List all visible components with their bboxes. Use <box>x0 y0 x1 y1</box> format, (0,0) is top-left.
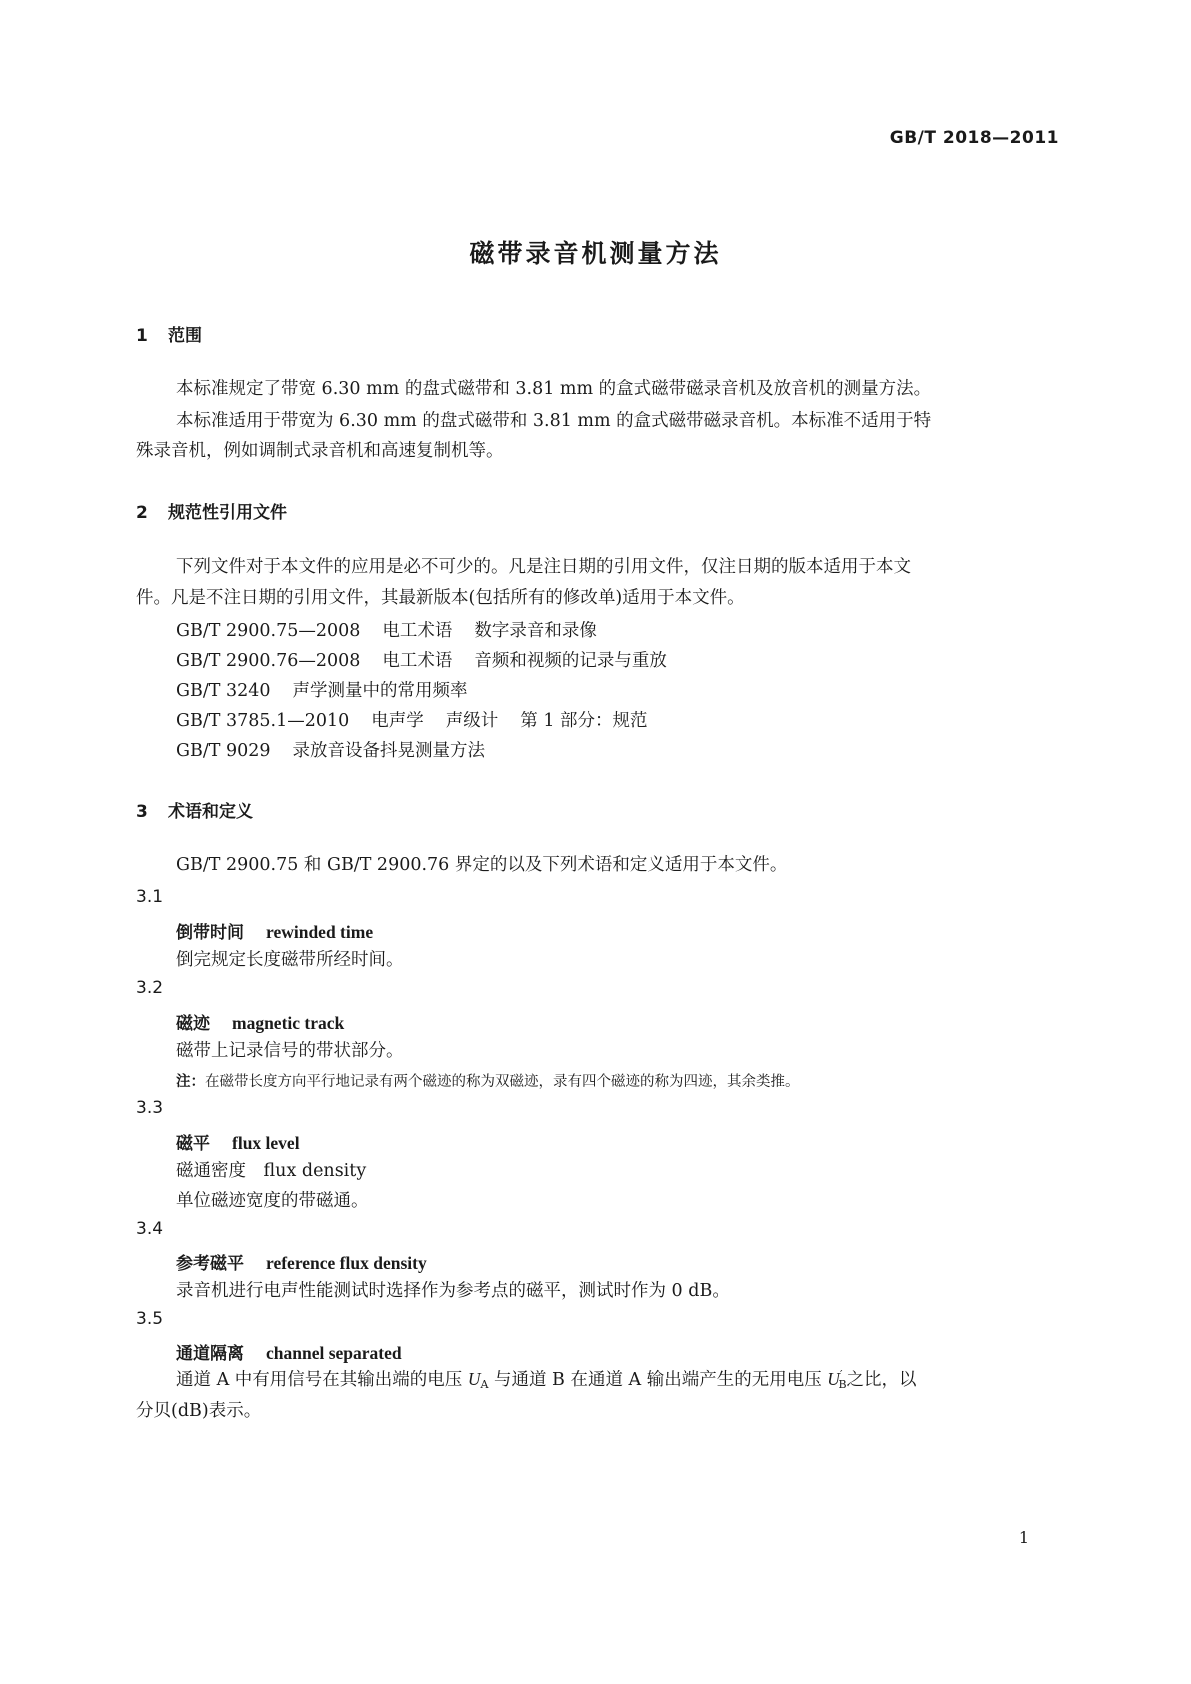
clause-number: 3.5 <box>136 1309 164 1329</box>
document-title: 磁带录音机测量方法 <box>469 239 722 268</box>
reference-item <box>176 707 648 732</box>
section-title: 规范性引用文件 <box>168 503 287 523</box>
term-en: magnetic track <box>232 1013 345 1033</box>
term-alternative: 磁通密度 flux density <box>176 1161 367 1181</box>
clause-number: 3.3 <box>136 1098 164 1118</box>
term-definition: 单位磁迹宽度的带磁通。 <box>176 1191 369 1211</box>
term-definition: 磁带上记录信号的带状部分。 <box>176 1041 404 1061</box>
symbol-subscript: A <box>480 1378 489 1391</box>
note-text: 在磁带长度方向平行地记录有两个磁迹的称为双磁迹，录有四个磁迹的称为四迹，其余类推。 <box>205 1074 800 1090</box>
clause-number: 3.2 <box>136 978 164 998</box>
section-number: 2 <box>136 503 148 523</box>
term-en: flux level <box>232 1133 300 1153</box>
clause-number: 3.1 <box>136 887 164 907</box>
term-heading <box>176 1249 427 1274</box>
note-label: 注： <box>176 1074 205 1090</box>
scope-paragraph-1: 本标准规定了带宽 6.30 mm 的盘式磁带和 3.81 mm 的盒式磁带磁录音机及放音机的测量方法。 <box>176 379 932 399</box>
terms-intro: GB/T 2900.75 和 GB/T 2900.76 界定的以及下列术语和定义适用于本文件。 <box>176 855 788 875</box>
symbol-subscript: B <box>838 1378 847 1391</box>
note <box>176 1070 800 1091</box>
reference-name: 录放音设备抖晃测量方法 <box>292 741 486 761</box>
reference-code: GB/T 3785.1—2010 <box>176 711 350 731</box>
term-heading <box>176 1339 402 1364</box>
reference-item <box>176 737 485 762</box>
section-3-heading <box>136 797 253 822</box>
refs-intro-line-1: 下列文件对于本文件的应用是必不可少的。凡是注日期的引用文件，仅注日期的版本适用于本文 <box>176 557 911 577</box>
symbol-superscript: ′ <box>839 1368 843 1382</box>
term-zh: 通道隔离 <box>176 1344 244 1364</box>
section-title: 术语和定义 <box>168 802 253 822</box>
term-zh: 倒带时间 <box>176 923 244 943</box>
reference-code: GB/T 9029 <box>176 741 271 761</box>
term-en: rewinded time <box>266 922 374 942</box>
term-en: reference flux density <box>266 1253 427 1273</box>
symbol-voltage: U <box>467 1369 481 1389</box>
reference-name: 声级计 <box>445 711 499 731</box>
section-number: 1 <box>136 326 148 346</box>
term-definition-line-2: 分贝(dB)表示。 <box>136 1401 262 1421</box>
refs-intro-line-2: 件。凡是不注日期的引用文件，其最新版本(包括所有的修改单)适用于本文件。 <box>136 588 745 608</box>
term-heading <box>176 1009 344 1034</box>
definition-text: 之比，以 <box>846 1370 917 1390</box>
section-title: 范围 <box>168 326 202 346</box>
clause-number: 3.4 <box>136 1219 164 1239</box>
reference-code: GB/T 2900.76—2008 <box>176 651 361 671</box>
reference-name: 电工术语 <box>382 621 453 641</box>
term-heading <box>176 1129 300 1154</box>
term-definition-line-1 <box>176 1366 917 1391</box>
section-2-heading <box>136 498 287 523</box>
term-heading <box>176 918 373 943</box>
reference-item <box>176 647 667 672</box>
term-zh: 磁平 <box>176 1134 210 1154</box>
page-number: 1 <box>1018 1528 1029 1547</box>
section-number: 3 <box>136 802 148 822</box>
reference-code: GB/T 3240 <box>176 681 271 701</box>
reference-name: 第 1 部分：规范 <box>520 711 648 731</box>
reference-name: 电工术语 <box>382 651 453 671</box>
reference-name: 声学测量中的常用频率 <box>292 681 468 701</box>
scope-paragraph-2-line-2: 殊录音机，例如调制式录音机和高速复制机等。 <box>136 441 504 461</box>
term-definition: 录音机进行电声性能测试时选择作为参考点的磁平，测试时作为 0 dB。 <box>176 1281 730 1301</box>
reference-name: 电声学 <box>371 711 424 731</box>
scope-paragraph-2-line-1: 本标准适用于带宽为 6.30 mm 的盘式磁带和 3.81 mm 的盒式磁带磁录音机。本标准不适用于特 <box>176 411 932 431</box>
term-en: channel separated <box>266 1343 402 1363</box>
reference-item <box>176 617 597 642</box>
definition-text: 通道 A 中有用信号在其输出端的电压 <box>176 1370 468 1390</box>
reference-item <box>176 677 468 702</box>
reference-name: 音频和视频的记录与重放 <box>474 651 667 671</box>
standard-code-header: GB/T 2018—2011 <box>889 128 1059 148</box>
definition-text: 与通道 B 在通道 A 输出端产生的无用电压 <box>488 1370 828 1390</box>
symbol-voltage: U <box>827 1369 840 1389</box>
reference-name: 数字录音和录像 <box>474 621 597 641</box>
term-zh: 参考磁平 <box>176 1254 244 1274</box>
term-zh: 磁迹 <box>176 1014 210 1034</box>
reference-code: GB/T 2900.75—2008 <box>176 621 361 641</box>
term-definition: 倒完规定长度磁带所经时间。 <box>176 950 404 970</box>
section-1-heading <box>136 321 202 346</box>
